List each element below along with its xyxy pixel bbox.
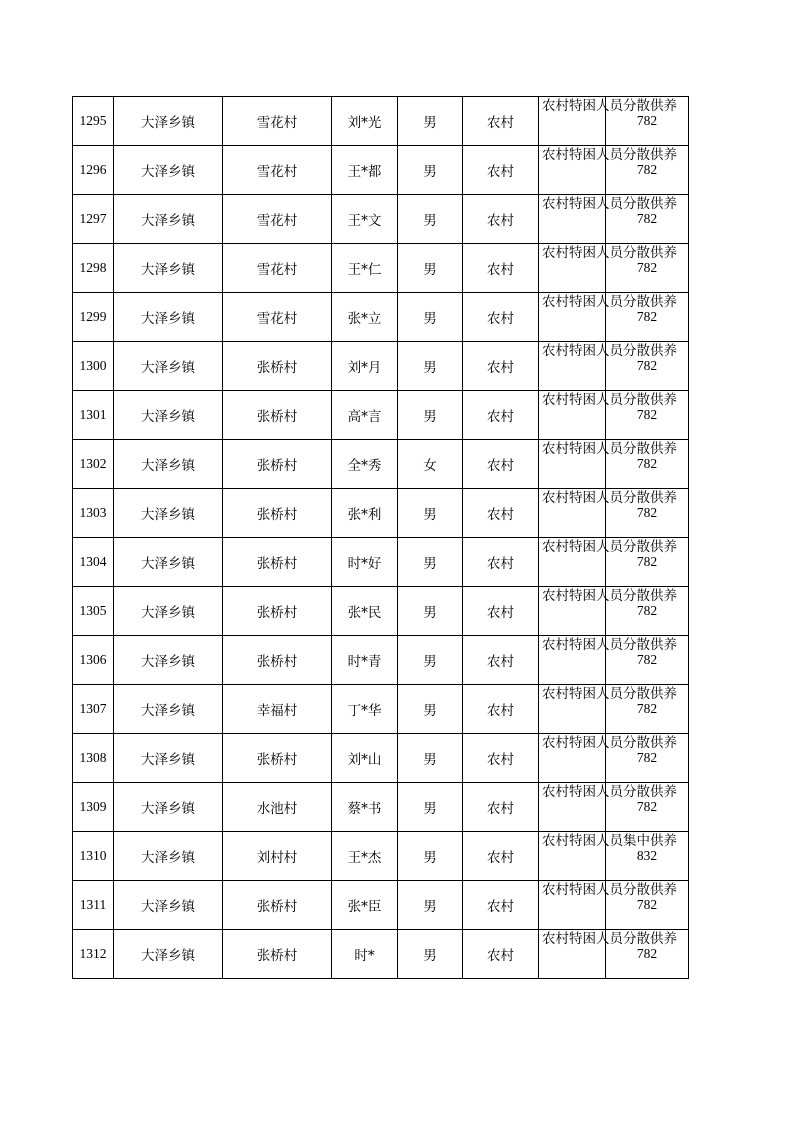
row-number-cell: 1298 <box>73 244 114 293</box>
row-number-cell: 1312 <box>73 930 114 979</box>
amount-cell: 782 <box>606 489 689 538</box>
village-cell: 雪花村 <box>223 146 332 195</box>
row-number-cell: 1309 <box>73 783 114 832</box>
support-category-text: 农村特困人员分散供养 <box>542 587 677 604</box>
village-cell: 雪花村 <box>223 97 332 146</box>
support-category-text: 农村特困人员分散供养 <box>542 881 677 898</box>
amount-cell: 782 <box>606 391 689 440</box>
support-category-text: 农村特困人员分散供养 <box>542 342 677 359</box>
row-number-cell: 1297 <box>73 195 114 244</box>
gender-cell: 男 <box>398 195 463 244</box>
amount-cell: 782 <box>606 930 689 979</box>
village-cell: 幸福村 <box>223 685 332 734</box>
area-type-cell: 农村 <box>463 783 539 832</box>
village-cell: 张桥村 <box>223 734 332 783</box>
row-number-cell: 1305 <box>73 587 114 636</box>
table-row <box>73 391 689 440</box>
row-number-cell: 1304 <box>73 538 114 587</box>
table-row <box>73 489 689 538</box>
gender-cell: 男 <box>398 489 463 538</box>
person-name-cell: 张*民 <box>332 587 398 636</box>
table-body <box>73 97 689 979</box>
row-number-cell: 1310 <box>73 832 114 881</box>
support-category-text: 农村特困人员分散供养 <box>542 146 677 163</box>
town-cell: 大泽乡镇 <box>114 832 223 881</box>
gender-cell: 男 <box>398 881 463 930</box>
person-name-cell: 高*言 <box>332 391 398 440</box>
amount-cell: 782 <box>606 440 689 489</box>
amount-cell: 782 <box>606 97 689 146</box>
row-number-cell: 1302 <box>73 440 114 489</box>
support-category-text: 农村特困人员分散供养 <box>542 97 677 114</box>
village-cell: 张桥村 <box>223 930 332 979</box>
table-row <box>73 244 689 293</box>
gender-cell: 男 <box>398 146 463 195</box>
row-number-cell: 1299 <box>73 293 114 342</box>
table-row <box>73 342 689 391</box>
town-cell: 大泽乡镇 <box>114 587 223 636</box>
table-row <box>73 587 689 636</box>
support-category-text: 农村特困人员分散供养 <box>542 538 677 555</box>
support-category-text: 农村特困人员分散供养 <box>542 930 677 947</box>
support-category-text: 农村特困人员分散供养 <box>542 293 677 310</box>
person-name-cell: 王*都 <box>332 146 398 195</box>
town-cell: 大泽乡镇 <box>114 930 223 979</box>
gender-cell: 男 <box>398 293 463 342</box>
person-name-cell: 张*立 <box>332 293 398 342</box>
support-category-text: 农村特困人员分散供养 <box>542 489 677 506</box>
village-cell: 水池村 <box>223 783 332 832</box>
village-cell: 张桥村 <box>223 538 332 587</box>
table-row <box>73 440 689 489</box>
amount-cell: 782 <box>606 587 689 636</box>
person-name-cell: 张*利 <box>332 489 398 538</box>
amount-cell: 782 <box>606 195 689 244</box>
support-category-text: 农村特困人员分散供养 <box>542 244 677 261</box>
village-cell: 张桥村 <box>223 391 332 440</box>
area-type-cell: 农村 <box>463 489 539 538</box>
amount-cell: 782 <box>606 783 689 832</box>
table-row <box>73 293 689 342</box>
village-cell: 张桥村 <box>223 440 332 489</box>
person-name-cell: 刘*月 <box>332 342 398 391</box>
support-category-text: 农村特困人员分散供养 <box>542 195 677 212</box>
person-name-cell: 王*仁 <box>332 244 398 293</box>
gender-cell: 男 <box>398 636 463 685</box>
town-cell: 大泽乡镇 <box>114 293 223 342</box>
table-row <box>73 881 689 930</box>
beneficiary-table <box>72 96 689 979</box>
area-type-cell: 农村 <box>463 832 539 881</box>
gender-cell: 男 <box>398 97 463 146</box>
town-cell: 大泽乡镇 <box>114 391 223 440</box>
town-cell: 大泽乡镇 <box>114 734 223 783</box>
area-type-cell: 农村 <box>463 881 539 930</box>
area-type-cell: 农村 <box>463 587 539 636</box>
amount-cell: 782 <box>606 685 689 734</box>
area-type-cell: 农村 <box>463 685 539 734</box>
gender-cell: 女 <box>398 440 463 489</box>
support-category-text: 农村特困人员分散供养 <box>542 440 677 457</box>
village-cell: 张桥村 <box>223 342 332 391</box>
row-number-cell: 1301 <box>73 391 114 440</box>
village-cell: 张桥村 <box>223 587 332 636</box>
person-name-cell: 时*好 <box>332 538 398 587</box>
table-row <box>73 146 689 195</box>
amount-cell: 782 <box>606 734 689 783</box>
row-number-cell: 1296 <box>73 146 114 195</box>
support-category-text: 农村特困人员分散供养 <box>542 636 677 653</box>
support-category-text: 农村特困人员集中供养 <box>542 832 677 849</box>
village-cell: 雪花村 <box>223 293 332 342</box>
person-name-cell: 王*文 <box>332 195 398 244</box>
gender-cell: 男 <box>398 244 463 293</box>
amount-cell: 832 <box>606 832 689 881</box>
gender-cell: 男 <box>398 783 463 832</box>
gender-cell: 男 <box>398 587 463 636</box>
area-type-cell: 农村 <box>463 930 539 979</box>
town-cell: 大泽乡镇 <box>114 440 223 489</box>
amount-cell: 782 <box>606 244 689 293</box>
town-cell: 大泽乡镇 <box>114 783 223 832</box>
person-name-cell: 丁*华 <box>332 685 398 734</box>
area-type-cell: 农村 <box>463 636 539 685</box>
amount-cell: 782 <box>606 881 689 930</box>
town-cell: 大泽乡镇 <box>114 685 223 734</box>
town-cell: 大泽乡镇 <box>114 146 223 195</box>
town-cell: 大泽乡镇 <box>114 538 223 587</box>
gender-cell: 男 <box>398 391 463 440</box>
gender-cell: 男 <box>398 342 463 391</box>
table-row <box>73 685 689 734</box>
village-cell: 张桥村 <box>223 636 332 685</box>
area-type-cell: 农村 <box>463 195 539 244</box>
area-type-cell: 农村 <box>463 538 539 587</box>
table-row <box>73 734 689 783</box>
amount-cell: 782 <box>606 146 689 195</box>
table-row <box>73 538 689 587</box>
row-number-cell: 1306 <box>73 636 114 685</box>
area-type-cell: 农村 <box>463 244 539 293</box>
row-number-cell: 1295 <box>73 97 114 146</box>
row-number-cell: 1303 <box>73 489 114 538</box>
area-type-cell: 农村 <box>463 391 539 440</box>
gender-cell: 男 <box>398 734 463 783</box>
area-type-cell: 农村 <box>463 342 539 391</box>
town-cell: 大泽乡镇 <box>114 489 223 538</box>
village-cell: 刘村村 <box>223 832 332 881</box>
table-row <box>73 97 689 146</box>
amount-cell: 782 <box>606 538 689 587</box>
area-type-cell: 农村 <box>463 293 539 342</box>
row-number-cell: 1311 <box>73 881 114 930</box>
person-name-cell: 时*青 <box>332 636 398 685</box>
person-name-cell: 刘*光 <box>332 97 398 146</box>
village-cell: 张桥村 <box>223 881 332 930</box>
row-number-cell: 1307 <box>73 685 114 734</box>
village-cell: 张桥村 <box>223 489 332 538</box>
person-name-cell: 王*杰 <box>332 832 398 881</box>
town-cell: 大泽乡镇 <box>114 342 223 391</box>
area-type-cell: 农村 <box>463 440 539 489</box>
support-category-text: 农村特困人员分散供养 <box>542 391 677 408</box>
area-type-cell: 农村 <box>463 97 539 146</box>
table-row <box>73 783 689 832</box>
town-cell: 大泽乡镇 <box>114 244 223 293</box>
town-cell: 大泽乡镇 <box>114 881 223 930</box>
table-row <box>73 930 689 979</box>
area-type-cell: 农村 <box>463 734 539 783</box>
support-category-text: 农村特困人员分散供养 <box>542 783 677 800</box>
person-name-cell: 全*秀 <box>332 440 398 489</box>
person-name-cell: 时* <box>332 930 398 979</box>
support-category-text: 农村特困人员分散供养 <box>542 685 677 702</box>
amount-cell: 782 <box>606 342 689 391</box>
table-row <box>73 195 689 244</box>
gender-cell: 男 <box>398 832 463 881</box>
amount-cell: 782 <box>606 636 689 685</box>
support-category-text: 农村特困人员分散供养 <box>542 734 677 751</box>
gender-cell: 男 <box>398 930 463 979</box>
area-type-cell: 农村 <box>463 146 539 195</box>
village-cell: 雪花村 <box>223 195 332 244</box>
gender-cell: 男 <box>398 538 463 587</box>
town-cell: 大泽乡镇 <box>114 195 223 244</box>
town-cell: 大泽乡镇 <box>114 97 223 146</box>
row-number-cell: 1300 <box>73 342 114 391</box>
table-row <box>73 832 689 881</box>
amount-cell: 782 <box>606 293 689 342</box>
gender-cell: 男 <box>398 685 463 734</box>
person-name-cell: 张*臣 <box>332 881 398 930</box>
person-name-cell: 蔡*书 <box>332 783 398 832</box>
person-name-cell: 刘*山 <box>332 734 398 783</box>
town-cell: 大泽乡镇 <box>114 636 223 685</box>
row-number-cell: 1308 <box>73 734 114 783</box>
village-cell: 雪花村 <box>223 244 332 293</box>
table-row <box>73 636 689 685</box>
